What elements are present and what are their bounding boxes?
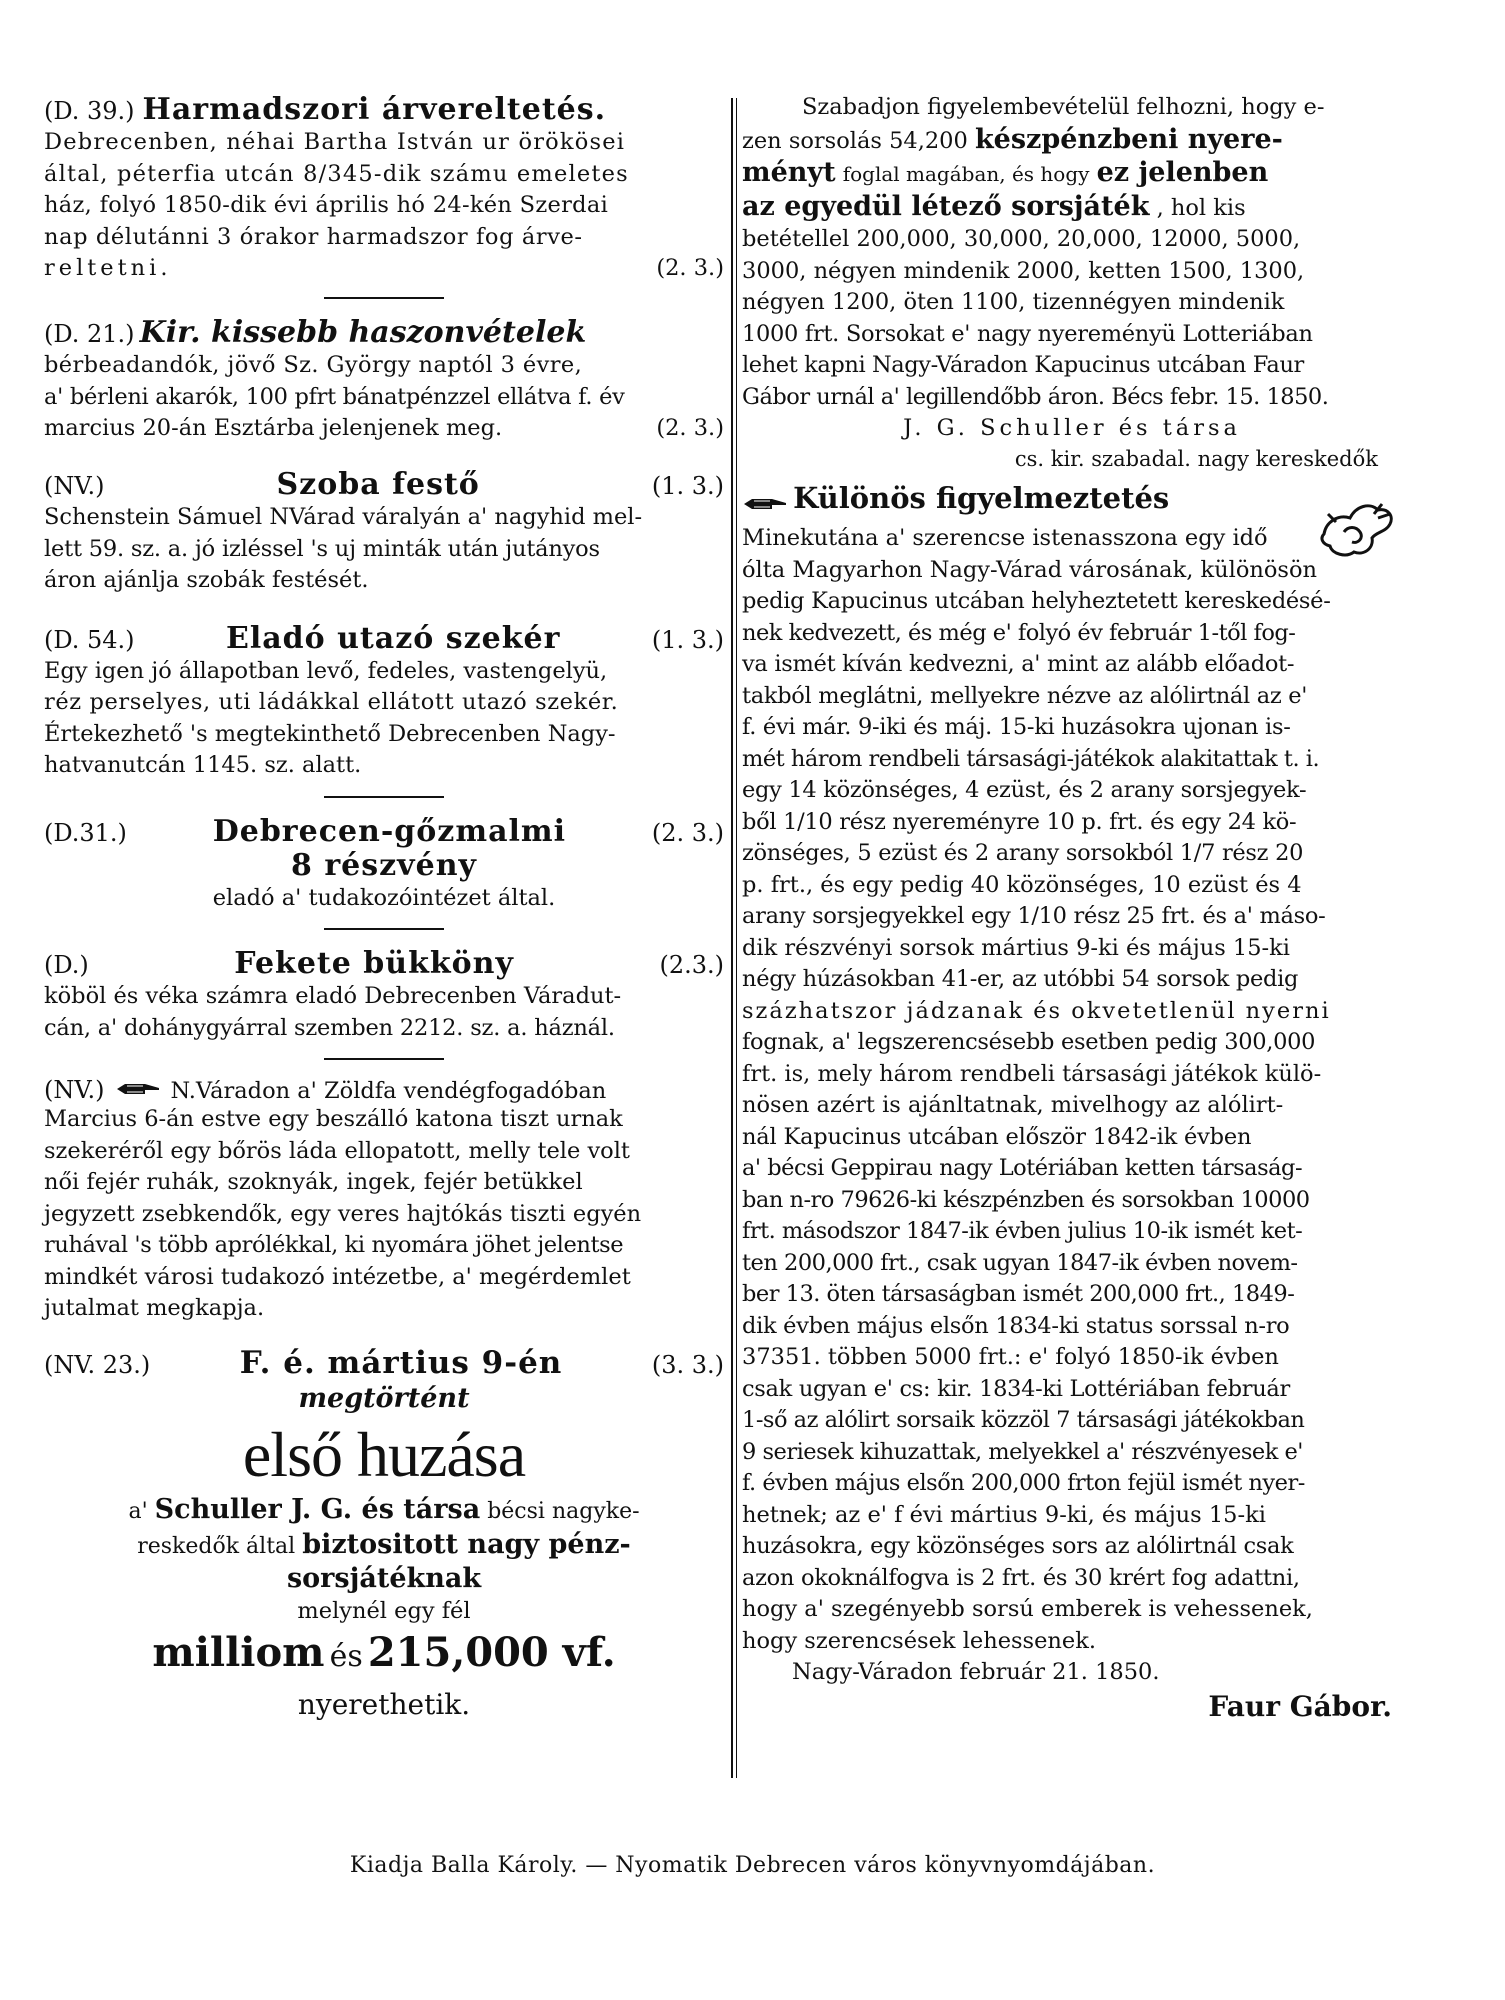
ad-company: Schuller J. G. és társa <box>154 1493 481 1525</box>
ad-line: nösen azért is ajánltatnak, mivelhogy az alólirt- <box>742 1092 1284 1118</box>
ad-arverelteteS <box>44 92 724 283</box>
ad-number: (2. 3.) <box>651 818 724 847</box>
ad-line: 3000, négyen mindenik 2000, ketten 1500, 1300, <box>742 257 1305 284</box>
ad-line: 1-ső az alólirt sorsaik közzöl 7 társasági játékokban <box>742 1407 1305 1433</box>
ad-line: cán, a' dohánygyárral szemben 2212. sz. a. háznál. <box>44 1014 615 1041</box>
ad-amount: milliom <box>152 1628 325 1676</box>
ad-line: 37351. többen 5000 frt.: e' folyó 1850-ik évben <box>742 1344 1279 1370</box>
pointing-hand-icon <box>115 1080 161 1098</box>
separator <box>324 297 444 299</box>
ad-line: ber 13. öten társaságban ismét 200,000 frt., 1849- <box>742 1281 1295 1307</box>
ad-line: dik évben május elsőn 1834-ki status sorssal n-ro <box>742 1312 1290 1339</box>
ad-text: , hol kis <box>1156 194 1246 221</box>
ad-line: a' bérleni akarók, 100 pfrt bánatpénzzel ellátva f. év <box>44 383 625 410</box>
ad-line: jegyzett zsebkendők, egy veres hajtókás tiszti egyén <box>44 1200 642 1227</box>
ad-line: Egy igen jó állapotban levő, fedeles, vastengelyü, <box>44 657 608 684</box>
ad-line: ház, folyó 1850-dik évi április hó 24-kén Szerdai <box>44 192 609 218</box>
ad-text: foglal magában, és hogy <box>842 162 1090 186</box>
ad-title: Kir. kissebb haszonvételek <box>139 315 587 350</box>
ad-line: f. évben május elsőn 200,000 frton fejül ismét nyer- <box>742 1470 1305 1496</box>
ad-tag: (NV. 23.) <box>44 1350 151 1379</box>
ad-title: Debrecen-gőzmalmi <box>212 813 567 849</box>
ad-text: reskedők által <box>137 1533 296 1559</box>
ad-emphasis: készpénzbeni nyere- <box>974 123 1283 155</box>
ad-text: nyerethetik. <box>297 1687 471 1721</box>
ad-number: (2.3.) <box>659 951 724 979</box>
ad-line: csak ugyan e' cs: kir. 1834-ki Lottériában február <box>742 1375 1290 1402</box>
ad-emphasis: az egyedül létező sorsjáték <box>742 190 1150 222</box>
ad-line: Minekutána a' szerencse istenasszona egy idő <box>742 525 1268 551</box>
separator <box>324 1058 444 1060</box>
ad-line: betétellel 200,000, 30,000, 20,000, 12000, 5000, <box>742 226 1301 252</box>
ad-line: szekeréről egy bőrös láda ellopatott, melly tele volt <box>44 1137 630 1164</box>
ad-text: bécsi nagyke- <box>487 1498 640 1524</box>
ad-line: zönséges, 5 ezüst és 2 arany sorsokból 1/7 rész 20 <box>742 840 1304 866</box>
ad-line: hatvanutcán 1145. sz. alatt. <box>44 752 362 778</box>
signature-title: cs. kir. szabadal. nagy kereskedők <box>1014 447 1378 471</box>
ad-line: Gábor urnál a' legillendőbb áron. Bécs febr. 15. 1850. <box>742 383 1329 410</box>
ad-amount: 215,000 vf. <box>367 1628 616 1676</box>
ad-title: Különös figyelmeztetés <box>793 481 1170 515</box>
ad-line: ből 1/10 rész nyereményre 10 p. frt. és egy 24 kö- <box>742 808 1297 835</box>
ad-line: mindkét városi tudakozó intézetbe, a' megérdemlet <box>44 1263 631 1290</box>
ad-subtitle: megtörtént <box>298 1382 470 1414</box>
column-rule <box>731 98 733 1778</box>
ad-line: frt. is, mely három rendbeli társasági játékok külö- <box>742 1060 1322 1087</box>
ad-line: köböl és véka számra eladó Debrecenben Váradut- <box>44 983 622 1009</box>
ad-line: nek kedvezett, és még e' folyó év február 1-től fog- <box>742 619 1296 646</box>
ad-title: Fekete bükköny <box>234 946 514 981</box>
ad-line: réz perselyes, uti ládákkal ellátott utazó szekér. <box>44 689 619 715</box>
ad-tag: (D. 39.) <box>44 97 135 125</box>
ad-title: Harmadszori árvereltetés. <box>142 92 607 127</box>
column-rule-inner <box>736 98 737 1778</box>
ad-line: lett 59. sz. a. jó izléssel 's uj minták után jutányos <box>44 535 600 562</box>
ad-line: Marcius 6-án estve egy beszálló katona tiszt urnak <box>44 1106 623 1132</box>
pointing-hand-icon <box>742 495 788 513</box>
ad-line: 1000 frt. Sorsokat e' nagy nyereményü Lotteriában <box>742 320 1313 347</box>
signature: Faur Gábor. <box>1208 1689 1392 1723</box>
ad-line: hogy szerencsések lehessenek. <box>742 1627 1097 1654</box>
ad-big-heading: első huzása <box>242 1418 526 1490</box>
ad-line: azon okoknálfogva is 2 frt. és 30 krért fog adattni, <box>742 1564 1300 1591</box>
ad-emphasis: sorsjátéknak <box>286 1562 482 1594</box>
ad-line: Schenstein Sámuel NVárad váralyán a' nagyhid mel- <box>44 504 643 530</box>
ad-line: nap délutánni 3 órakor harmadszor fog árve- <box>44 223 583 250</box>
ad-line: p. frt., és egy pedig 40 közönséges, 10 ezüst és 4 <box>742 871 1302 898</box>
ad-date: Nagy-Váradon február 21. 1850. <box>792 1659 1160 1685</box>
ad-number: (3. 3.) <box>651 1350 724 1379</box>
ad-tag: (D.31.) <box>44 818 127 847</box>
ad-title: F. é. mártius 9-én <box>239 1344 563 1381</box>
ad-schuller <box>742 92 1402 474</box>
ad-title: Szoba festő <box>276 467 480 502</box>
ad-line: áron ajánlja szobák festését. <box>44 567 369 593</box>
ad-tag: (NV.) <box>44 1076 105 1104</box>
ad-sorsjatek <box>44 1345 724 1723</box>
ad-line: reltetni. <box>44 255 172 281</box>
ad-line: a' bécsi Geppirau nagy Lotériában ketten társaság- <box>742 1155 1303 1181</box>
ad-line: f. évi már. 9-iki és máj. 15-ki huzásokra ujonan is- <box>742 714 1291 740</box>
footer-imprint: Kiadja Balla Károly. — Nyomatik Debrecen város könyvnyomdájában. <box>349 1853 1156 1878</box>
ad-line: négyen 1200, öten 1100, tizennégyen mindenik <box>742 289 1285 315</box>
ad-line: ruhával 's több aprólékkal, ki nyomára jöhet jelentse <box>44 1232 624 1258</box>
ad-line: bérbeadandók, jövő Sz. György naptól 3 évre, <box>44 352 583 378</box>
separator <box>324 796 444 798</box>
ad-line: Értekezhető 's megtekinthető Debrecenben Nagy- <box>44 720 616 747</box>
left-column <box>44 92 724 1723</box>
ad-text: zen sorsolás 54,200 <box>742 127 968 154</box>
ad-line: frt. másodszor 1847-ik évben julius 10-ik ismét ket- <box>742 1218 1303 1244</box>
ad-title: Eladó utazó szekér <box>225 620 561 656</box>
ad-line: Debrecenben, néhai Bartha István ur örökösei <box>44 129 626 155</box>
ad-tag: (D. 54.) <box>44 625 135 654</box>
ad-text: melynél egy fél <box>297 1597 471 1624</box>
ad-emphasis: ményt <box>742 157 836 188</box>
ad-number: (1. 3.) <box>651 472 724 500</box>
ad-lada-ellopatott <box>44 1076 724 1325</box>
ad-kulonos <box>742 478 1402 1725</box>
ad-number: (2. 3.) <box>656 415 724 441</box>
ad-line: pedig Kapucinus utcában helyheztetett kereskedésé- <box>742 588 1331 614</box>
ad-line: 9 seriesek kihuzattak, melyekkel a' részvényesek e' <box>742 1438 1303 1465</box>
ad-tag: (D.) <box>44 951 89 979</box>
ad-szoba-festo <box>44 467 724 597</box>
ad-line: marcius 20-án Esztárba jelenjenek meg. <box>44 415 503 441</box>
ad-line: egy 14 közönséges, 4 ezüst, és 2 arany sorsjegyek- <box>742 777 1307 803</box>
ad-line: va ismét kíván kedvezni, a' mint az alább előadot- <box>742 651 1295 677</box>
ad-line: hogy a' szegényebb sorsú emberek is vehessenek, <box>742 1596 1313 1622</box>
ad-line: ólta Magyarhon Nagy-Várad városának, különösön <box>742 556 1317 583</box>
ad-line: által, péterfia utcán 8/345-dik számu emeletes <box>44 160 629 187</box>
ad-line: fognak, a' legszerencsésebb esetben pedig 300,000 <box>742 1029 1316 1055</box>
ad-bukkony <box>44 946 724 1044</box>
ad-emphasis: biztositott nagy pénz- <box>302 1528 631 1560</box>
ad-szeker <box>44 621 724 782</box>
ad-line: négy húzásokban 41-er, az utóbbi 54 sorsok pedig <box>742 966 1299 992</box>
ad-line: mét három rendbeli társasági-játékok alakitattak t. i. <box>742 745 1320 772</box>
ad-line: jutalmat megkapja. <box>44 1295 265 1321</box>
ad-text: a' <box>128 1498 148 1524</box>
ad-line: hetnek; az e' f évi mártius 9-ki, és május 15-ki <box>742 1501 1266 1528</box>
ad-emphasis: ez jelenben <box>1096 157 1269 188</box>
ad-line: N.Váradon a' Zöldfa vendégfogadóban <box>170 1078 607 1104</box>
ad-line: ban n-ro 79626-ki készpénzben és sorsokban 10000 <box>742 1186 1310 1213</box>
ad-line: arany sorsjegyekkel egy 1/10 rész 25 frt. és a' máso- <box>742 903 1326 929</box>
separator <box>324 928 444 930</box>
ad-line: ten 200,000 frt., csak ugyan 1847-ik évben novem- <box>742 1249 1298 1276</box>
ad-number: (1. 3.) <box>651 625 724 654</box>
ad-line: százhatszor jádzanak és okvetetlenül nyerni <box>742 997 1331 1024</box>
ad-line: dik részvényi sorsok mártius 9-ki és május 15-ki <box>742 934 1290 961</box>
ad-haszonvetelek <box>44 315 724 443</box>
ad-line: női fejér ruhák, szoknyák, ingek, fejér betükkel <box>44 1169 583 1195</box>
ad-title-line2: 8 részvény <box>291 847 477 883</box>
signature: J. G. Schuller és társa <box>903 415 1241 441</box>
ad-tag: (NV.) <box>44 472 105 500</box>
right-column <box>742 92 1402 1725</box>
ad-line: lehet kapni Nagy-Váradon Kapucinus utcában Faur <box>742 352 1304 378</box>
ad-line: nál Kapucinus utcában először 1842-ik évben <box>742 1123 1252 1150</box>
ad-number: (2. 3.) <box>656 255 724 281</box>
ad-line: huzásokra, egy közönséges sors az alólirtnál csak <box>742 1533 1294 1559</box>
ad-tag: (D. 21.) <box>44 320 135 348</box>
ad-gozmalmi <box>44 814 724 915</box>
ad-line: takból meglátni, mellyekre nézve az alólirtnál az e' <box>742 682 1308 709</box>
ad-text: és <box>329 1638 363 1674</box>
dragon-ornament-icon <box>1316 492 1396 562</box>
ad-line: Szabadjon figyelembevételül felhozni, hogy e- <box>802 94 1325 120</box>
ad-line: eladó a' tudakozóintézet által. <box>212 884 556 911</box>
